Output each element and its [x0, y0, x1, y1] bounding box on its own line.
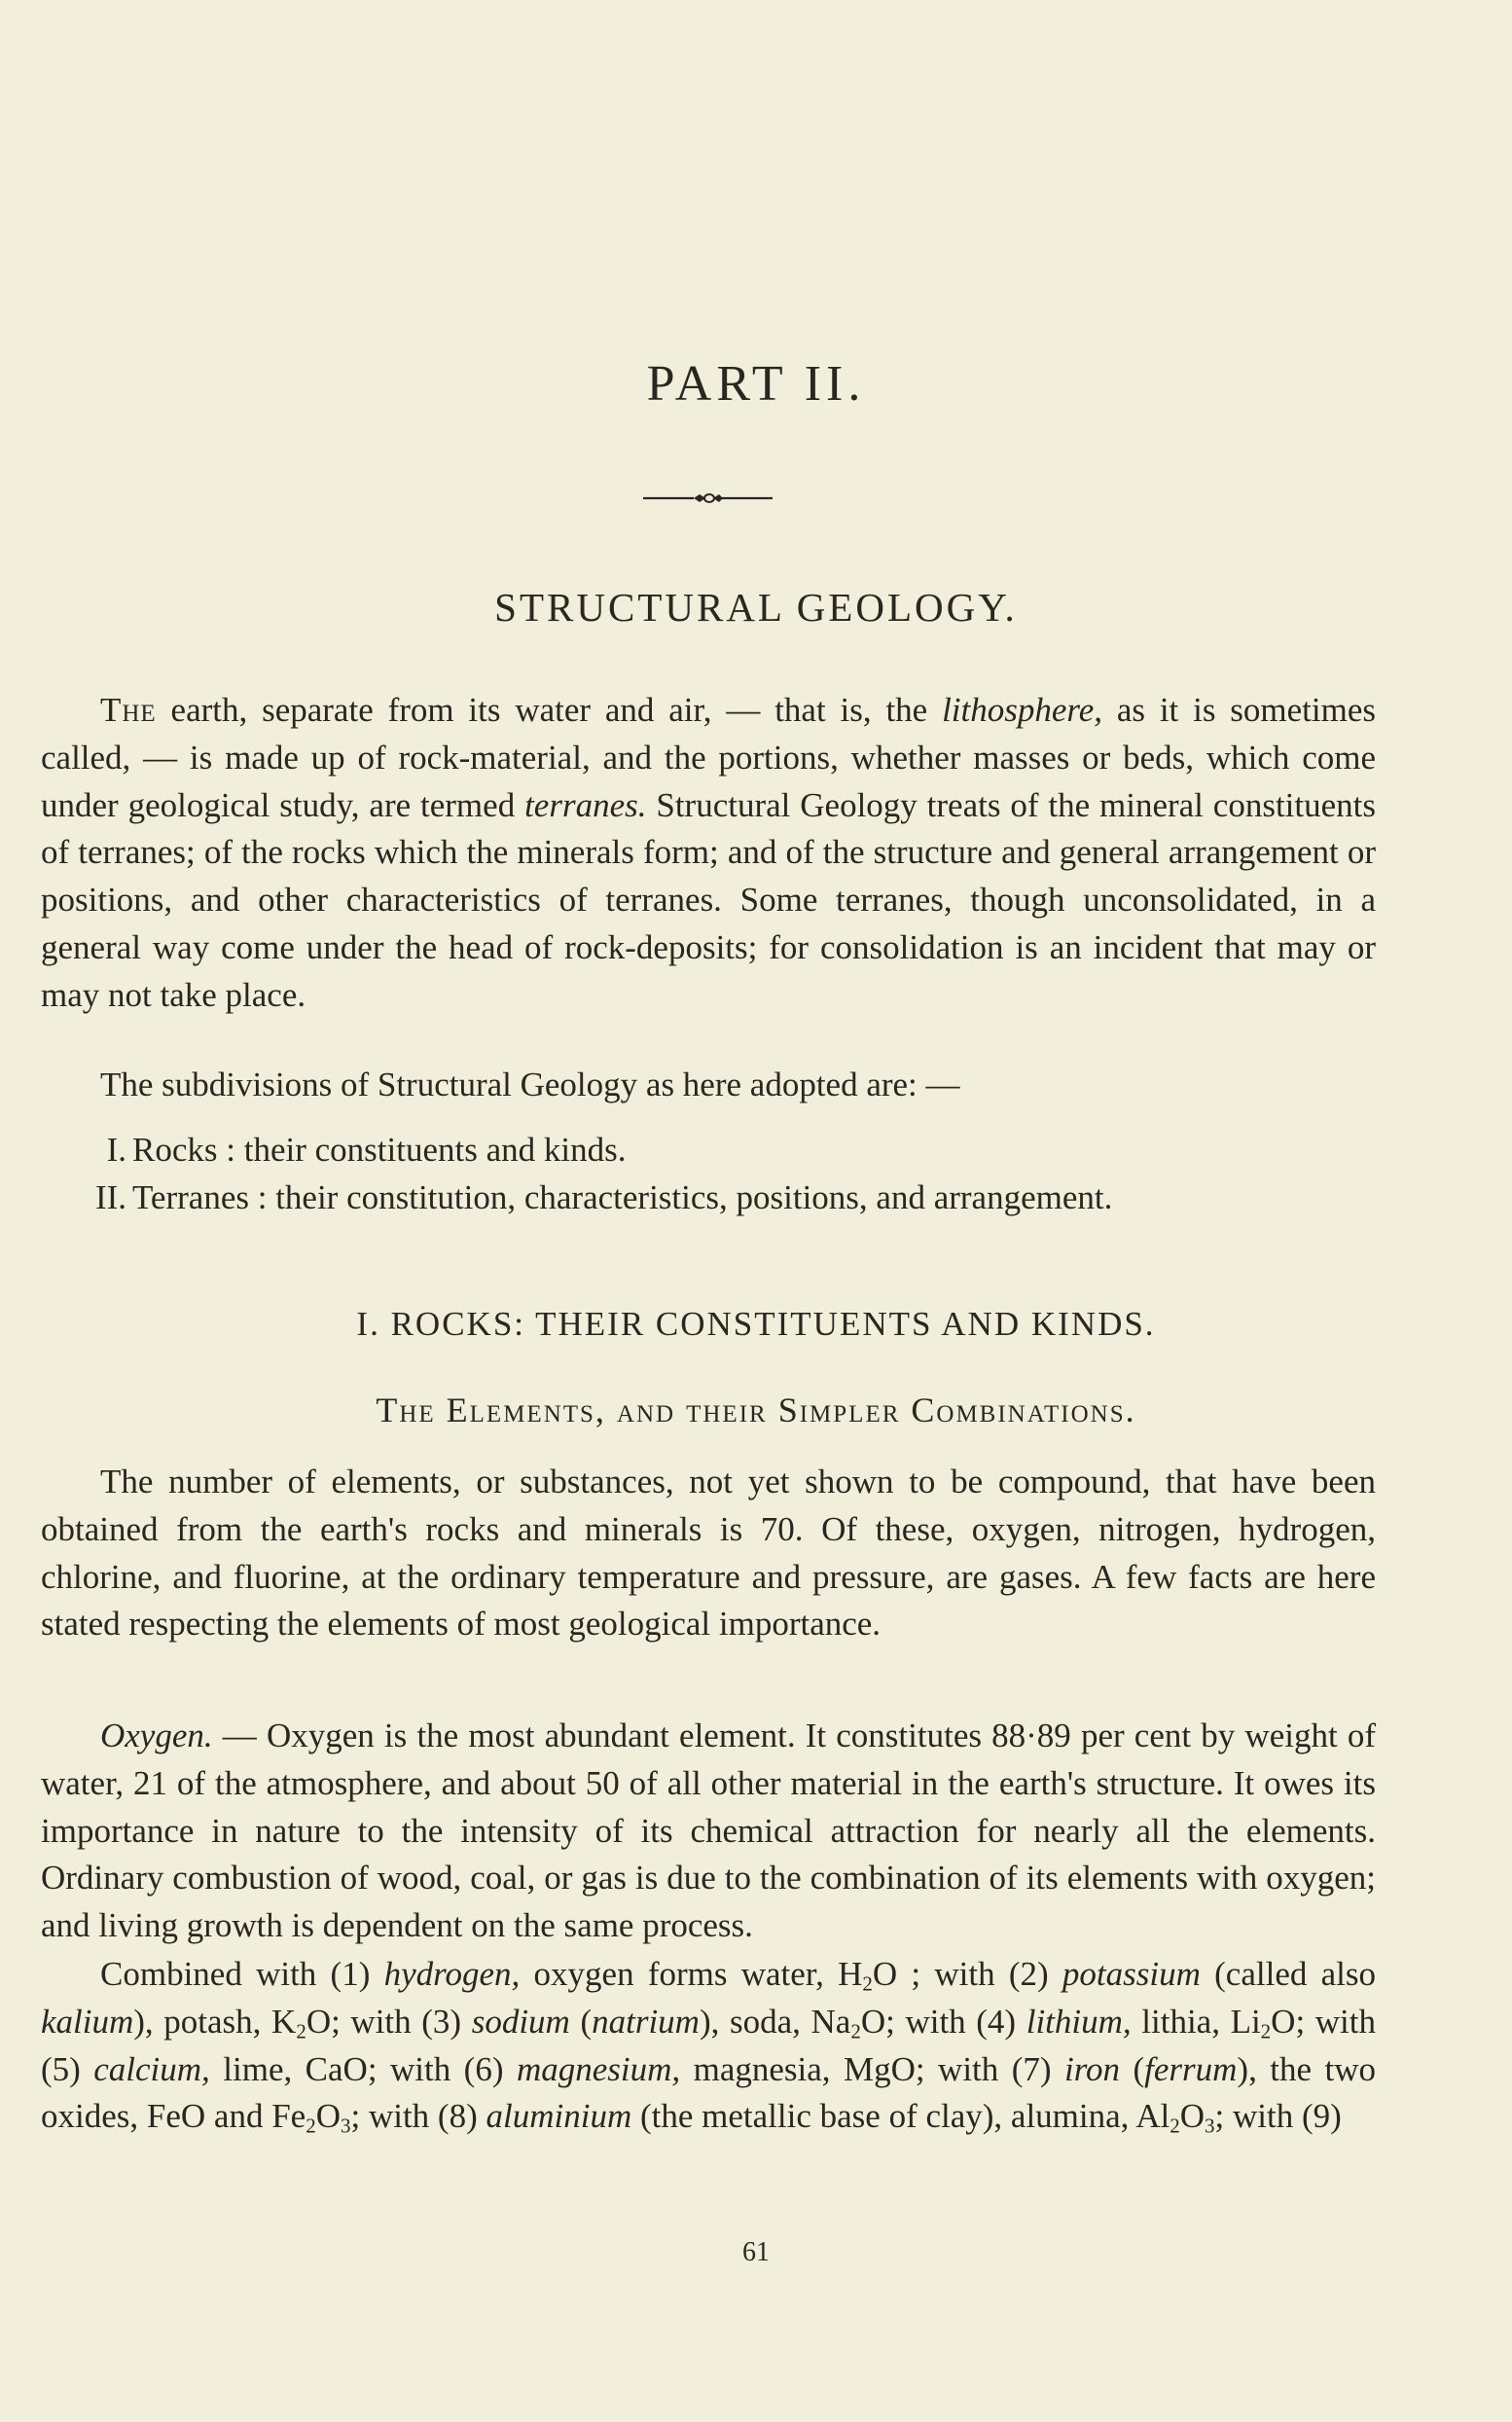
- text-run: (: [1120, 2049, 1145, 2088]
- intro-text-a: earth, separate from its water and air, — that is, the: [156, 691, 943, 729]
- intro-paragraph: [41, 687, 1376, 1020]
- text-run: sodium: [471, 2002, 570, 2041]
- text-run: 2: [1170, 2114, 1180, 2138]
- text-run: (called also: [1200, 1955, 1376, 1993]
- text-run: 3: [1205, 2114, 1215, 2138]
- intro-text-b: as it is sometimes called, — is made up of rock-material, and the portions, whether masses or beds, which come under geological study, are termed: [41, 691, 1376, 824]
- text-run: lithia, Li: [1131, 2002, 1261, 2041]
- oxygen-paragraph: [41, 1713, 1376, 1950]
- list-numeral: I.: [106, 1131, 126, 1169]
- text-run: 2: [850, 2019, 861, 2043]
- text-run: ; with (8): [350, 2097, 486, 2136]
- ornament-divider: [643, 487, 773, 510]
- subdivisions-text: The subdivisions of Structural Geology as here adopted are: —: [100, 1066, 960, 1103]
- text-run: magnesium,: [516, 2049, 681, 2088]
- text-run: O: [315, 2097, 341, 2136]
- text-run: oxygen forms water, H: [520, 1955, 863, 1993]
- text-run: 3: [340, 2114, 351, 2138]
- list-item-text: Terranes : their constitution, characteristics, positions, and arrangement.: [132, 1178, 1113, 1216]
- text-run: (: [569, 2002, 593, 2041]
- elements-paragraph: [41, 1459, 1376, 1648]
- text-run: magnesia, MgO; with (7): [680, 2049, 1064, 2088]
- term-terranes: terranes.: [524, 785, 647, 824]
- text-run: O; with (4): [860, 2002, 1026, 2041]
- text-run: ferrum: [1144, 2049, 1238, 2088]
- section-title: STRUCTURAL GEOLOGY.: [494, 585, 1018, 630]
- page-number: 61: [742, 2237, 770, 2267]
- text-run: (the metallic base of clay), alumina, Al: [631, 2097, 1170, 2136]
- text-run: aluminium: [486, 2097, 632, 2136]
- text-run: natrium: [592, 2002, 700, 2041]
- text-run: ; with (9): [1214, 2097, 1342, 2136]
- text-run: O; with (3): [306, 2002, 472, 2041]
- oxygen-text: — Oxygen is the most abundant element. It constitutes 88·89 per cent by weight of water, 21 of the atmosphere, and about 50 of all other material in the earth's structure. It owes its importance in nature to the intensity of its chemical attraction for nearly all the elements. Ordinary combustion of wood, coal, or gas is due to the combination of its elements with oxygen; and living growth is dependent on the same process.: [41, 1717, 1376, 1945]
- text-run: Combined with (1): [100, 1955, 384, 1993]
- list-item: [41, 1127, 1376, 1175]
- text-run: iron: [1063, 2049, 1121, 2088]
- text-run: O; with (5): [41, 2002, 1377, 2088]
- text-run: 2: [296, 2019, 306, 2043]
- elements-heading: The Elements, and their Simpler Combinations.: [376, 1391, 1136, 1429]
- oxygen-label: Oxygen.: [100, 1717, 213, 1754]
- elements-text: The number of elements, or substances, not yet shown to be compound, that have been obtained from the earth's rocks and minerals is 70. Of these, oxygen, nitrogen, hydrogen, chlorine, and fluorine, at the ordinary temperature and pressure, are gases. A few facts are here stated respecting the elements of most geological importance.: [41, 1463, 1376, 1644]
- text-run: hydrogen,: [383, 1955, 521, 1993]
- text-run: 2: [1260, 2019, 1272, 2043]
- text-run: calcium,: [93, 2049, 210, 2088]
- lead-word: The: [100, 691, 157, 729]
- term-lithosphere: lithosphere,: [942, 691, 1102, 729]
- list-item-text: Rocks : their constituents and kinds.: [132, 1131, 627, 1169]
- text-run: O ; with (2): [872, 1955, 1062, 1993]
- text-run: 2: [306, 2114, 316, 2138]
- rocks-heading: I. ROCKS: THEIR CONSTITUENTS AND KINDS.: [356, 1305, 1156, 1343]
- text-run: 2: [862, 1971, 873, 1996]
- list-item: [41, 1175, 1376, 1222]
- text-run: lithium,: [1026, 2002, 1132, 2041]
- part-title: PART II.: [646, 356, 866, 412]
- text-run: kalium: [41, 2002, 134, 2041]
- combined-paragraph: [41, 1951, 1376, 2141]
- text-run: O: [1179, 2097, 1206, 2136]
- text-run: lime, CaO; with (6): [209, 2049, 517, 2088]
- subdivisions-paragraph: [41, 1062, 1376, 1109]
- text-run: ), soda, Na: [699, 2002, 851, 2041]
- text-run: ), the two oxides, FeO and Fe: [41, 2049, 1376, 2136]
- text-run: potassium: [1062, 1955, 1201, 1993]
- list-numeral: II.: [94, 1178, 126, 1216]
- text-run: ), potash, K: [133, 2002, 297, 2041]
- intro-text-c: Structural Geology treats of the mineral constituents of terranes; of the rocks which the minerals form; and of the structure and general arrangement or positions, and other characteristics of terranes. Some terranes, though unconsolidated, in a general way come under the head of rock-deposits; for consolidation is an incident that may or may not take place.: [41, 785, 1376, 1014]
